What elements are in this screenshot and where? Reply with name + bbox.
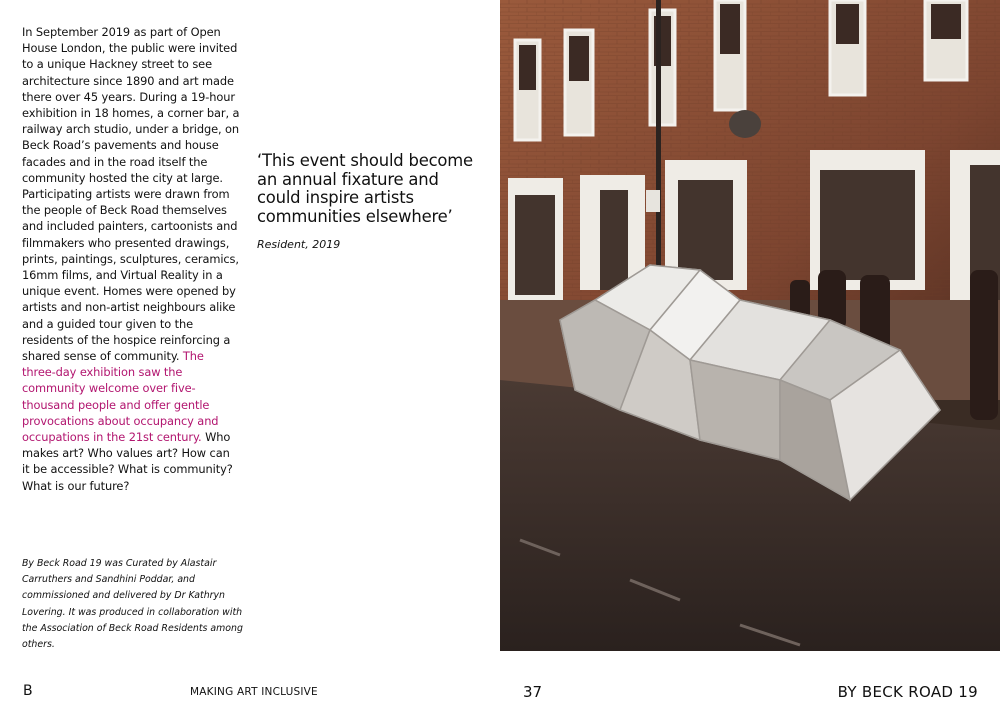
body-text-part2: Who makes art? Who values art? How can it be accessible? What is community? What is our future? bbox=[22, 430, 233, 493]
credits-text: By Beck Road 19 was Curated by Alastair Carruthers and Sandhini Poddar, and commissioned and delivered by Dr Kathryn Lovering. It was produced in collaboration with the Association of Beck Road Residents among others. bbox=[22, 558, 243, 651]
footer-letter: B bbox=[23, 683, 33, 699]
body-text-highlight: The three-day exhibition saw the community welcome over five-thousand people and offer gentle provocations about occupancy and occupations in the 21st century. bbox=[22, 349, 219, 445]
quote-attribution: Resident, 2019 bbox=[257, 238, 341, 252]
page-number: 37 bbox=[523, 683, 543, 701]
street-sculpture-photo bbox=[500, 0, 1000, 651]
quote-text: ‘This event should become an annual fixature and could inspire artists communities elsewhere’ bbox=[257, 151, 473, 226]
main-body-text bbox=[22, 24, 240, 494]
footer-section-title: MAKING ART INCLUSIVE bbox=[190, 686, 318, 698]
pull-quote bbox=[257, 152, 487, 251]
footer-publication-title: BY BECK ROAD 19 bbox=[837, 683, 978, 701]
body-text-part1: In September 2019 as part of Open House London, the public were invited to a unique Hackney street to see architecture since 1890 and art made there over 45 years. During a 19-hour exhibition in 18 homes, a corner bar, a railway arch studio, under a bridge, on Beck Road’s pavements and house facades and in the road itself the community hosted the city at large. Participating artists were drawn from the people of Beck Road themselves and included painters, cartoonists and filmmakers who presented drawings, prints, paintings, sculptures, ceramics, 16mm films, and Virtual Reality in a unique event. Homes were opened by artists and non-artist neighbours alike and a guided tour given to the residents of the hospice reinforcing a shared sense of community. bbox=[22, 25, 240, 364]
